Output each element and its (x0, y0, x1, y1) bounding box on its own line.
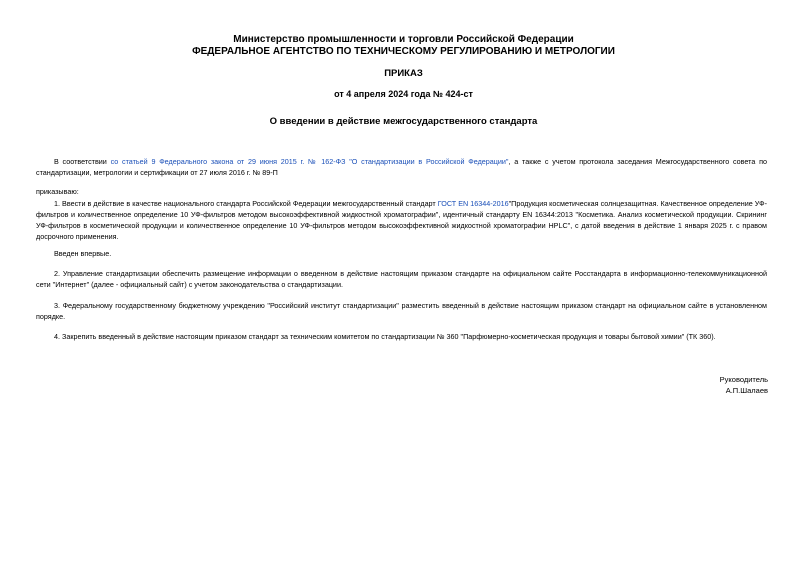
paragraph-item-1 (36, 198, 767, 242)
federal-law-link[interactable]: со статьей 9 Федерального закона от 29 июня 2015 г. № 162-ФЗ "О стандартизации в Российской Федерации" (110, 157, 509, 166)
paragraph-introduced-first: Введен впервые. (54, 249, 112, 258)
preamble-lead: В соответствии (54, 157, 111, 166)
item-1-lead: 1. Ввести в действие в качестве национального стандарта Российской Федерации межгосударственный стандарт (54, 199, 438, 208)
signature-name: А.П.Шалаев (725, 386, 768, 395)
paragraph-item-4: 4. Закрепить введенный в действие настоящим приказом стандарт за техническим комитетом по стандартизации № 360 "Парфюмерно-косметическая продукция и товары бытовой химии" (ТК 360). (54, 332, 716, 341)
signature-title: Руководитель (719, 375, 768, 384)
agency-heading: ФЕДЕРАЛЬНОЕ АГЕНТСТВО ПО ТЕХНИЧЕСКОМУ РЕГУЛИРОВАНИЮ И МЕТРОЛОГИИ (192, 46, 615, 57)
paragraph-item-2: 2. Управление стандартизации обеспечить размещение информации о введенном в действие настоящим приказом стандарте на официальном сайте Росстандарта в информационно-телекоммуникационной сети "Интернет" (далее - официальный сайт) с учетом законодательства о стандартизации. (36, 269, 767, 289)
item-1-tail: "Продукция косметическая солнцезащитная. Качественное определение УФ-фильтров и количественное определение 10 УФ-фильтров методом высокоэффективной жидкостной хроматографии", идентичный стандарту EN 16344:2013 "Косметика. Анализ косметической продукции. Скрининг УФ-фильтров в косметической продукции и количественное определение 10 УФ-фильтров методом высокоэффективной жидкостной хроматографии HPLC", с датой введения в действие 1 января 2025 г. с правом досрочного применения. (36, 199, 767, 241)
document-type: ПРИКАЗ (384, 68, 423, 79)
document-date-number: от 4 апреля 2024 года № 424-ст (334, 89, 473, 99)
gost-standard-link[interactable]: ГОСТ EN 16344-2016 (437, 199, 509, 208)
orders-label: приказываю: (36, 187, 79, 196)
paragraph-preamble (36, 156, 767, 178)
ministry-heading: Министерство промышленности и торговли Российской Федерации (233, 34, 574, 45)
paragraph-item-3: 3. Федеральному государственному бюджетному учреждению "Российский институт стандартизации" разместить введенный в действие настоящим приказом стандарт на официальном сайте в установленном порядке. (36, 301, 767, 321)
document-subject: О введении в действие межгосударственного стандарта (269, 116, 538, 127)
preamble-tail: , а также с учетом протокола заседания Межгосударственного совета по стандартизации, метрологии и сертификации от 27 июля 2016 г. № 89-П (36, 157, 767, 177)
